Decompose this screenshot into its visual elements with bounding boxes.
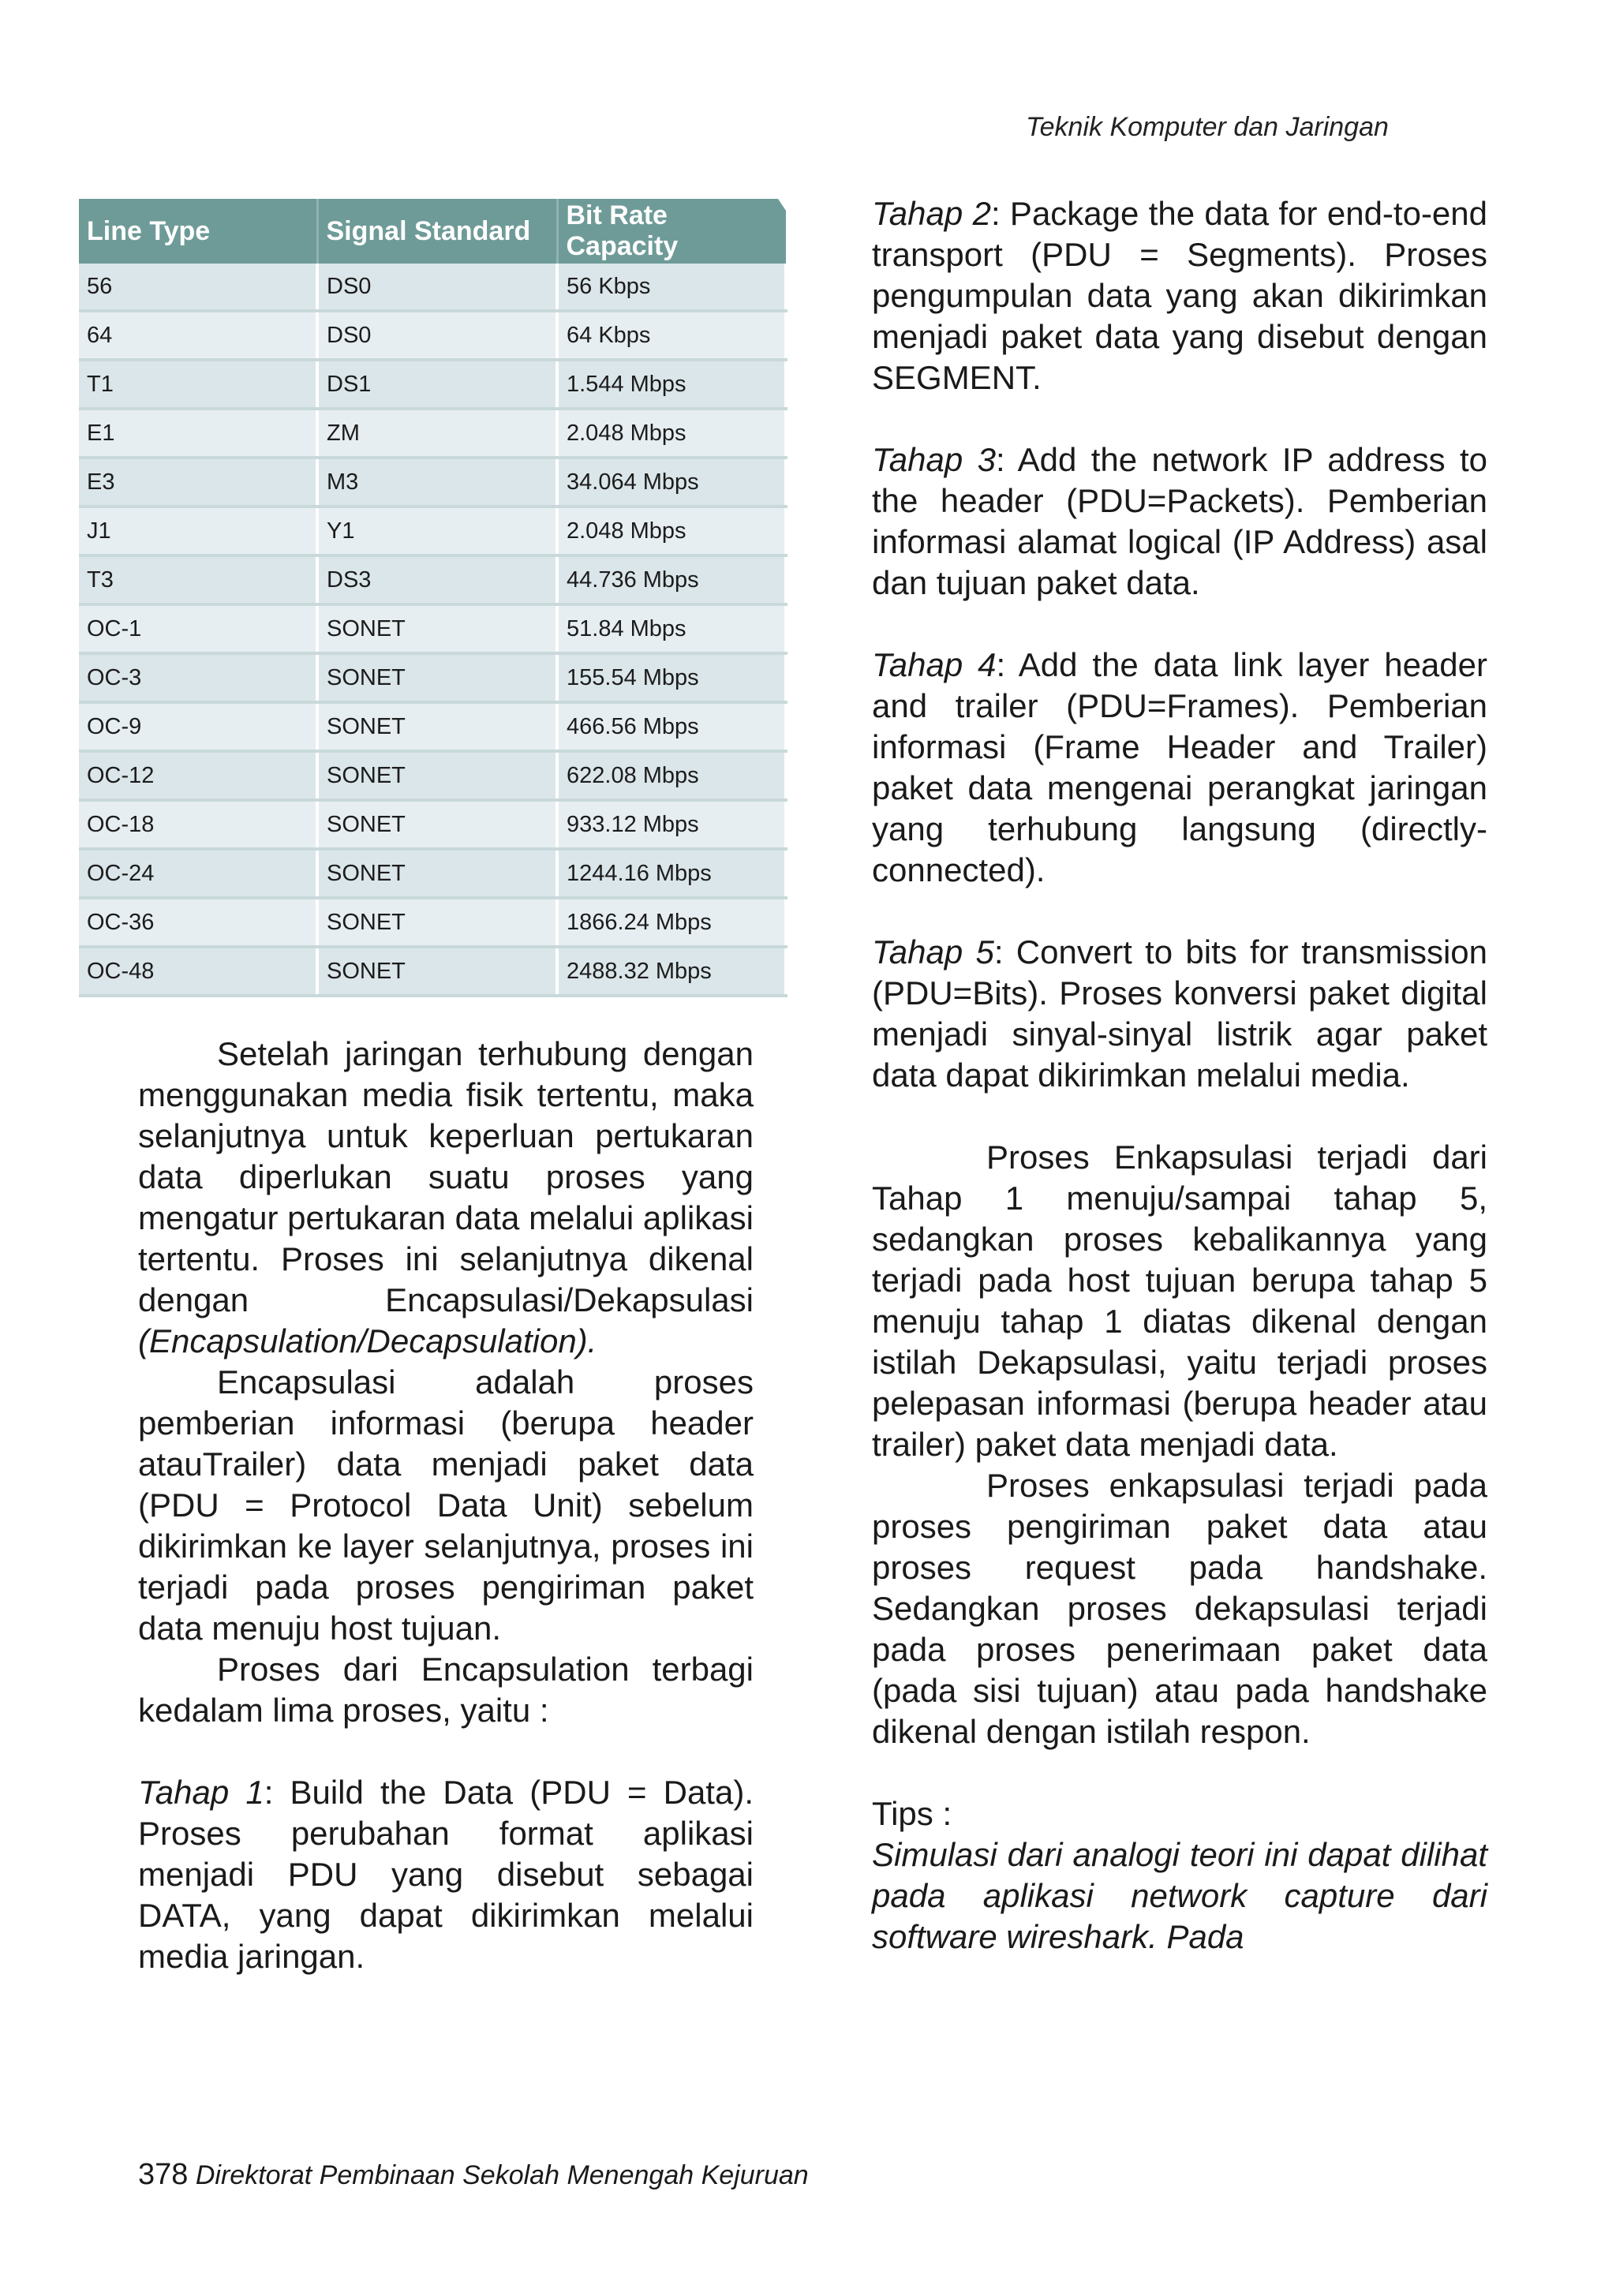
cell-bit-rate: 622.08 Mbps — [557, 751, 786, 800]
paragraph-encapsulasi: Encapsulasi adalah proses pemberian informasi (berupa header atauTrailer) data menjadi paket data (PDU = Protocol Data Unit) sebelum dikirimkan ke layer selanjutnya, proses ini terjadi pada proses pengiriman paket data menuju host tujuan. — [138, 1363, 754, 1647]
cell-line-type: 64 — [79, 311, 317, 360]
cell-bit-rate: 2.048 Mbps — [557, 507, 786, 555]
footer-publisher: Direktorat Pembinaan Sekolah Menengah Kejuruan — [195, 2160, 809, 2190]
stage-3-label: Tahap 3 — [872, 441, 996, 478]
cell-bit-rate: 2.048 Mbps — [557, 409, 786, 458]
page-footer — [138, 2158, 809, 2192]
cell-bit-rate: 34.064 Mbps — [557, 458, 786, 507]
column-header-signal-standard: Signal Standard — [317, 199, 557, 264]
table-row — [79, 360, 786, 409]
cell-bit-rate: 64 Kbps — [557, 311, 786, 360]
cell-signal-standard: Y1 — [317, 507, 557, 555]
cell-bit-rate: 1866.24 Mbps — [557, 898, 786, 947]
right-column — [872, 193, 1487, 1958]
cell-line-type: E1 — [79, 409, 317, 458]
cell-bit-rate: 51.84 Mbps — [557, 604, 786, 653]
cell-line-type: OC-36 — [79, 898, 317, 947]
cell-signal-standard: SONET — [317, 604, 557, 653]
stage-4-label: Tahap 4 — [872, 646, 997, 683]
cell-signal-standard: SONET — [317, 653, 557, 702]
left-column — [138, 1034, 754, 1977]
cell-bit-rate: 933.12 Mbps — [557, 800, 786, 849]
paragraph-enkapsulasi-dekapsulasi: Proses Enkapsulasi terjadi dari Tahap 1 menuju/sampai tahap 5, sedangkan proses kebalikannya yang terjadi pada host tujuan berupa tahap 5 menuju tahap 1 diatas dikenal dengan istilah Dekapsulasi, yaitu terjadi proses pelepasan informasi (berupa header atau trailer) paket data menjadi data. — [872, 1139, 1487, 1463]
line-type-table — [79, 199, 787, 997]
stage-4-text: : Add the data link layer header and trailer (PDU=Frames). Pemberian informasi (Frame Header and Trailer) paket data mengenai perangkat jaringan yang terhubung langsung (directly-connected). — [872, 646, 1487, 888]
cell-line-type: J1 — [79, 507, 317, 555]
stage-5 — [872, 932, 1487, 1096]
paragraph-five-stages: Proses dari Encapsulation terbagi kedalam lima proses, yaitu : — [138, 1651, 754, 1729]
table-row — [79, 898, 786, 947]
cell-line-type: OC-1 — [79, 604, 317, 653]
cell-line-type: T3 — [79, 555, 317, 604]
cell-signal-standard: ZM — [317, 409, 557, 458]
cell-line-type: OC-48 — [79, 947, 317, 996]
column-header-bit-rate-capacity: Bit Rate Capacity — [557, 199, 786, 264]
tips-label: Tips : — [872, 1795, 952, 1832]
table-row — [79, 653, 786, 702]
cell-signal-standard: SONET — [317, 898, 557, 947]
stage-2-label: Tahap 2 — [872, 195, 991, 232]
stage-1 — [138, 1772, 754, 1977]
cell-signal-standard: DS3 — [317, 555, 557, 604]
table-row — [79, 947, 786, 996]
table-row — [79, 702, 786, 751]
table-row — [79, 458, 786, 507]
cell-bit-rate: 44.736 Mbps — [557, 555, 786, 604]
table-row — [79, 800, 786, 849]
stage-4 — [872, 645, 1487, 891]
cell-line-type: T1 — [79, 360, 317, 409]
table-row — [79, 604, 786, 653]
stage-2 — [872, 193, 1487, 398]
cell-signal-standard: SONET — [317, 800, 557, 849]
paragraph-handshake: Proses enkapsulasi terjadi pada proses pengiriman paket data atau proses request pada handshake. Sedangkan proses dekapsulasi terjadi pada proses penerimaan paket data (pada sisi tujuan) atau pada handshake dikenal dengan istilah respon. — [872, 1467, 1487, 1750]
cell-bit-rate: 2488.32 Mbps — [557, 947, 786, 996]
cell-bit-rate: 155.54 Mbps — [557, 653, 786, 702]
cell-signal-standard: SONET — [317, 751, 557, 800]
cell-line-type: 56 — [79, 264, 317, 311]
stage-5-text: : Convert to bits for transmission (PDU=Bits). Proses konversi paket digital menjadi sinyal-sinyal listrik agar paket data dapat dikirimkan melalui media. — [872, 933, 1488, 1094]
table-row — [79, 409, 786, 458]
table-row — [79, 507, 786, 555]
cell-bit-rate: 466.56 Mbps — [557, 702, 786, 751]
paragraph-intro: Setelah jaringan terhubung dengan menggunakan media fisik tertentu, maka selanjutnya untuk keperluan pertukaran data diperlukan suatu proses yang mengatur pertukaran data melalui aplikasi tertentu. Proses ini selanjutnya dikenal dengan Encapsulasi/Dekapsulasi (Encapsulation/Decapsulation). — [138, 1035, 754, 1359]
stage-2-text: : Package the data for end-to-end transport (PDU = Segments). Proses pengumpulan data yang akan dikirimkan menjadi paket data yang disebut dengan SEGMENT. — [872, 195, 1487, 396]
encapsulation-term: (Encapsulation/Decapsulation). — [138, 1322, 597, 1359]
cell-signal-standard: SONET — [317, 702, 557, 751]
cell-line-type: OC-3 — [79, 653, 317, 702]
column-header-line-type: Line Type — [79, 199, 317, 264]
stage-1-label: Tahap 1 — [138, 1774, 264, 1811]
cell-signal-standard: DS0 — [317, 311, 557, 360]
cell-line-type: OC-9 — [79, 702, 317, 751]
cell-bit-rate: 56 Kbps — [557, 264, 786, 311]
running-header: Teknik Komputer dan Jaringan — [1026, 112, 1389, 142]
cell-signal-standard: DS0 — [317, 264, 557, 311]
table-row — [79, 849, 786, 898]
cell-line-type: OC-12 — [79, 751, 317, 800]
cell-signal-standard: DS1 — [317, 360, 557, 409]
table-header-corner — [778, 199, 794, 222]
cell-line-type: OC-18 — [79, 800, 317, 849]
stage-3 — [872, 439, 1487, 604]
stage-1-text: : Build the Data (PDU = Data). Proses perubahan format aplikasi menjadi PDU yang disebut sebagai DATA, yang dapat dikirimkan melalui media jaringan. — [138, 1774, 754, 1975]
cell-signal-standard: M3 — [317, 458, 557, 507]
stage-3-text: : Add the network IP address to the header (PDU=Packets). Pemberian informasi alamat logical (IP Address) asal dan tujuan paket data. — [872, 441, 1487, 601]
table-row — [79, 311, 786, 360]
table-row — [79, 555, 786, 604]
cell-line-type: OC-24 — [79, 849, 317, 898]
cell-signal-standard: SONET — [317, 849, 557, 898]
stage-5-label: Tahap 5 — [872, 933, 994, 970]
cell-bit-rate: 1.544 Mbps — [557, 360, 786, 409]
tips-text: Simulasi dari analogi teori ini dapat dilihat pada aplikasi network capture dari software wireshark. Pada — [872, 1836, 1487, 1955]
table-row — [79, 751, 786, 800]
table-header-row — [79, 199, 786, 264]
table-row — [79, 264, 786, 311]
cell-bit-rate: 1244.16 Mbps — [557, 849, 786, 898]
page-number: 378 — [138, 2158, 189, 2191]
cell-line-type: E3 — [79, 458, 317, 507]
cell-signal-standard: SONET — [317, 947, 557, 996]
table-body — [79, 264, 786, 996]
